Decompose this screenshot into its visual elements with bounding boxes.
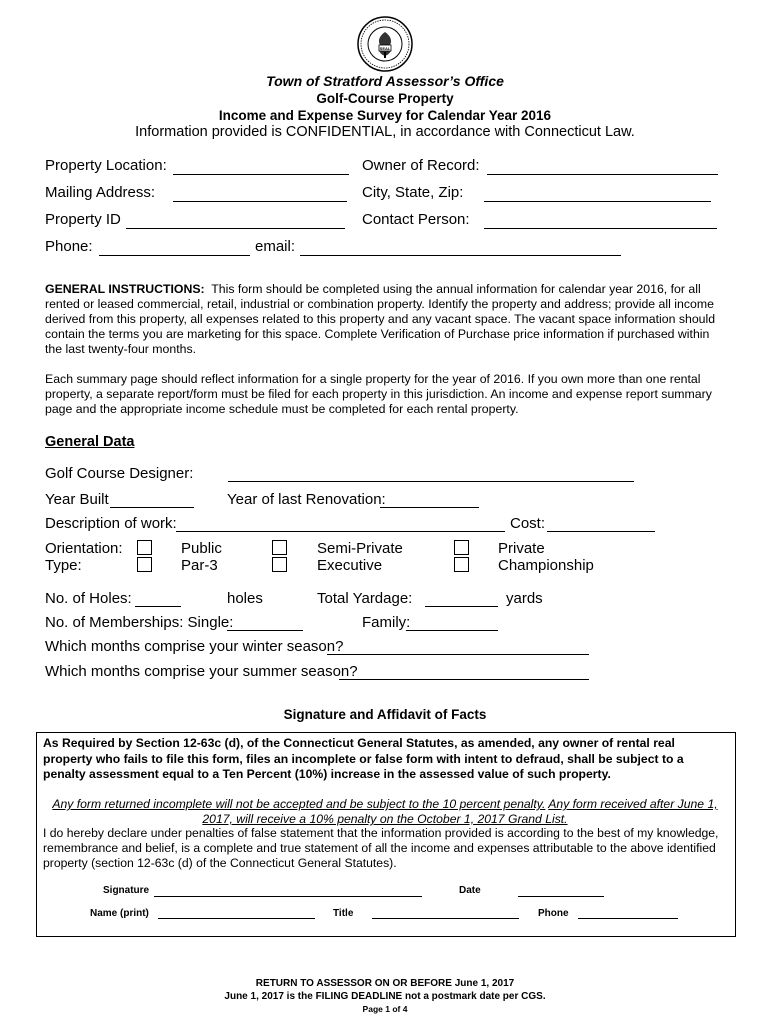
town-seal-icon: [357, 16, 413, 72]
property-id-field[interactable]: [126, 228, 345, 229]
year-renovation-label: Year of last Renovation:: [227, 491, 386, 508]
type-label: Type:: [45, 557, 82, 574]
confidential-note: Information provided is CONFIDENTIAL, in accordance with Connecticut Law.: [135, 124, 635, 140]
property-location-field[interactable]: [173, 174, 349, 175]
private-option-label: Private: [498, 540, 545, 557]
contact-person-label: Contact Person:: [362, 211, 470, 228]
phone-field[interactable]: [99, 255, 250, 256]
contact-person-field[interactable]: [484, 228, 717, 229]
mailing-address-field[interactable]: [173, 201, 347, 202]
name-print-label: Name (print): [90, 908, 149, 919]
affidavit-title: Signature and Affidavit of Facts: [283, 707, 487, 722]
year-renovation-field[interactable]: [380, 507, 479, 508]
winter-season-field[interactable]: [327, 654, 589, 655]
general-instructions-text: This form should be completed using the annual information for calendar year 2016, for all rented or leased commercial, retail, industrial or combination property. Identify the property and address; provide all income derived from this property, all expenses related to this property and any vacant space. The vacant space information should contain the terms you are marketing for this space. Complete Verification of Purchase price information if purchased within the last twenty-four months.: [45, 282, 716, 356]
general-data-heading: General Data: [45, 434, 135, 450]
page-number: Page 1 of 4: [362, 1004, 408, 1014]
phone-signature-field[interactable]: [578, 918, 678, 919]
incomplete-note: Any form returned incomplete will not be accepted and be subject to the 10 percent penalty.: [52, 797, 546, 811]
return-note: RETURN TO ASSESSOR ON OR BEFORE June 1, 2017: [255, 978, 515, 989]
owner-of-record-label: Owner of Record:: [362, 157, 480, 174]
year-built-field[interactable]: [110, 507, 194, 508]
late-filing-notice: [43, 797, 727, 827]
winter-season-label: Which months comprise your winter season?: [45, 638, 344, 655]
late-note: Any form received after June 1, 2017, will receive a 10% penalty on the October 1, 2017 Grand List.: [202, 797, 718, 826]
description-label: Description of work:: [45, 515, 177, 532]
city-state-zip-field[interactable]: [484, 201, 711, 202]
championship-checkbox[interactable]: [454, 557, 469, 572]
general-instructions-label: GENERAL INSTRUCTIONS:: [45, 282, 205, 296]
summer-season-field[interactable]: [339, 679, 589, 680]
year-built-label: Year Built: [45, 491, 109, 508]
svg-text:SEAL: SEAL: [379, 46, 391, 51]
championship-option-label: Championship: [498, 557, 594, 574]
orientation-label: Orientation:: [45, 540, 123, 557]
family-label: Family:: [362, 614, 411, 631]
phone-label: Phone:: [45, 238, 93, 255]
survey-title: Income and Expense Survey for Calendar Year 2016: [218, 108, 552, 123]
family-field[interactable]: [406, 630, 498, 631]
phone-signature-label: Phone: [538, 908, 569, 919]
signature-label: Signature: [103, 885, 150, 896]
semi-private-option-label: Semi-Private: [317, 540, 403, 557]
city-state-zip-label: City, State, Zip:: [362, 184, 464, 201]
total-yardage-field[interactable]: [425, 606, 498, 607]
office-title: Town of Stratford Assessor’s Office: [266, 73, 504, 89]
num-holes-label: No. of Holes:: [45, 590, 132, 607]
public-checkbox[interactable]: [137, 540, 152, 555]
date-field[interactable]: [518, 896, 604, 897]
holes-unit: holes: [227, 590, 263, 607]
owner-of-record-field[interactable]: [487, 174, 718, 175]
mailing-address-label: Mailing Address:: [45, 184, 156, 201]
property-location-label: Property Location:: [45, 157, 167, 174]
executive-checkbox[interactable]: [272, 557, 287, 572]
date-label: Date: [459, 885, 481, 896]
executive-option-label: Executive: [317, 557, 383, 574]
summer-season-label: Which months comprise your summer season?: [45, 663, 358, 680]
designer-field[interactable]: [228, 481, 634, 482]
title-field[interactable]: [372, 918, 519, 919]
email-label: email:: [255, 238, 296, 255]
cost-label: Cost:: [510, 515, 546, 532]
title-label: Title: [333, 908, 354, 919]
par3-option-label: Par-3: [181, 557, 218, 574]
semi-private-checkbox[interactable]: [272, 540, 287, 555]
declaration-text: I do hereby declare under penalties of false statement that the information provided is according to the best of my knowledge, remembrance and belief, is a complete and true statement of all the income and expenses attributable to the above identified property (section 12-63c (d) of the Connecticut General Statutes).: [43, 826, 719, 870]
email-field[interactable]: [300, 255, 621, 256]
public-option-label: Public: [181, 540, 222, 557]
signature-field[interactable]: [154, 896, 422, 897]
deadline-note: June 1, 2017 is the FILING DEADLINE not a postmark date per CGS.: [224, 991, 546, 1002]
property-id-label: Property ID: [45, 211, 121, 228]
property-type-title: Golf-Course Property: [316, 91, 454, 106]
yards-unit: yards: [506, 590, 543, 607]
num-holes-field[interactable]: [135, 606, 181, 607]
memberships-single-label: No. of Memberships: Single:: [45, 614, 234, 631]
penalty-warning: As Required by Section 12-63c (d), of the Connecticut General Statutes, as amended, any owner of rental real property who fails to file this form, files an incomplete or false form with intent to defraud, shall be subject to a penalty assessment equal to a Ten Percent (10%) increase in the assessed value of such property.: [43, 736, 684, 781]
summary-instructions: Each summary page should reflect information for a single property for the year of 2016. If you own more than one rental property, a separate report/form must be filed for each property in this jurisdiction. An income and expense report summary page and the appropriate income schedule must be completed for each rental property.: [45, 372, 712, 416]
cost-field[interactable]: [547, 531, 655, 532]
total-yardage-label: Total Yardage:: [317, 590, 413, 607]
designer-label: Golf Course Designer:: [45, 465, 194, 482]
par3-checkbox[interactable]: [137, 557, 152, 572]
memberships-single-field[interactable]: [227, 630, 303, 631]
private-checkbox[interactable]: [454, 540, 469, 555]
description-field[interactable]: [176, 531, 505, 532]
name-print-field[interactable]: [158, 918, 315, 919]
general-instructions: [45, 282, 725, 357]
